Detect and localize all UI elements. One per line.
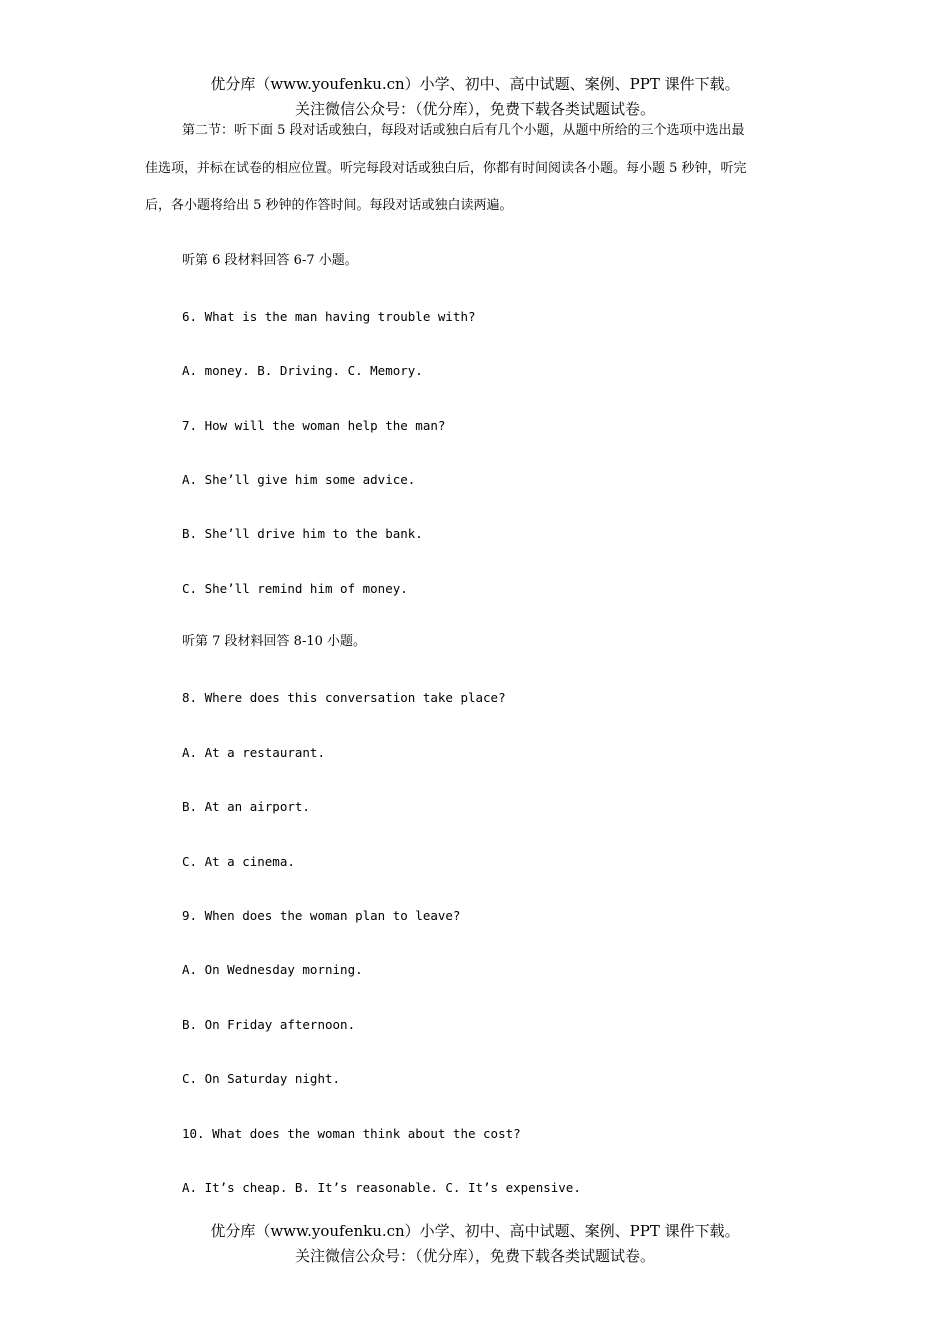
question-10-options: A. It’s cheap. B. It’s reasonable. C. It’s expensive.	[182, 1180, 581, 1195]
question-8-stem: 8. Where does this conversation take place?	[182, 690, 506, 705]
section-intro-line-1: 第二节：听下面 5 段对话或独白，每段对话或独白后有几个小题，从题中所给的三个选项中选出最	[182, 123, 745, 138]
question-6-options: A. money. B. Driving. C. Memory.	[182, 363, 423, 378]
section-intro-line-2: 佳选项，并标在试卷的相应位置。听完每段对话或独白后，你都有时间阅读各小题。每小题 5 秒钟，听完	[145, 161, 747, 176]
question-7-option-b: B. She’ll drive him to the bank.	[182, 526, 423, 541]
question-9-stem: 9. When does the woman plan to leave?	[182, 908, 461, 923]
group-heading-8-10: 听第 7 段材料回答 8-10 小题。	[182, 634, 367, 649]
header-banner-line-2: 关注微信公众号：（优分库），免费下载各类试题试卷。	[294, 100, 655, 118]
footer-banner-line-1: 优分库（www.youfenku.cn）小学、初中、高中试题、案例、PPT 课件下载。	[210, 1222, 740, 1240]
question-6-stem: 6. What is the man having trouble with?	[182, 309, 476, 324]
question-10-stem: 10. What does the woman think about the cost?	[182, 1126, 521, 1141]
question-8-option-b: B. At an airport.	[182, 799, 310, 814]
question-9-option-b: B. On Friday afternoon.	[182, 1017, 356, 1032]
section-intro-line-3: 后，各小题将给出 5 秒钟的作答时间。每段对话或独白读两遍。	[145, 198, 513, 213]
question-7-stem: 7. How will the woman help the man?	[182, 418, 446, 433]
footer-banner-line-2: 关注微信公众号：（优分库），免费下载各类试题试卷。	[294, 1247, 655, 1265]
header-banner-line-1: 优分库（www.youfenku.cn）小学、初中、高中试题、案例、PPT 课件下载。	[210, 75, 740, 93]
question-9-option-c: C. On Saturday night.	[182, 1071, 341, 1086]
question-9-option-a: A. On Wednesday morning.	[182, 962, 363, 977]
question-8-option-a: A. At a restaurant.	[182, 745, 325, 760]
question-7-option-c: C. She’ll remind him of money.	[182, 581, 408, 596]
question-8-option-c: C. At a cinema.	[182, 854, 295, 869]
question-7-option-a: A. She’ll give him some advice.	[182, 472, 416, 487]
group-heading-6-7: 听第 6 段材料回答 6-7 小题。	[182, 253, 358, 268]
